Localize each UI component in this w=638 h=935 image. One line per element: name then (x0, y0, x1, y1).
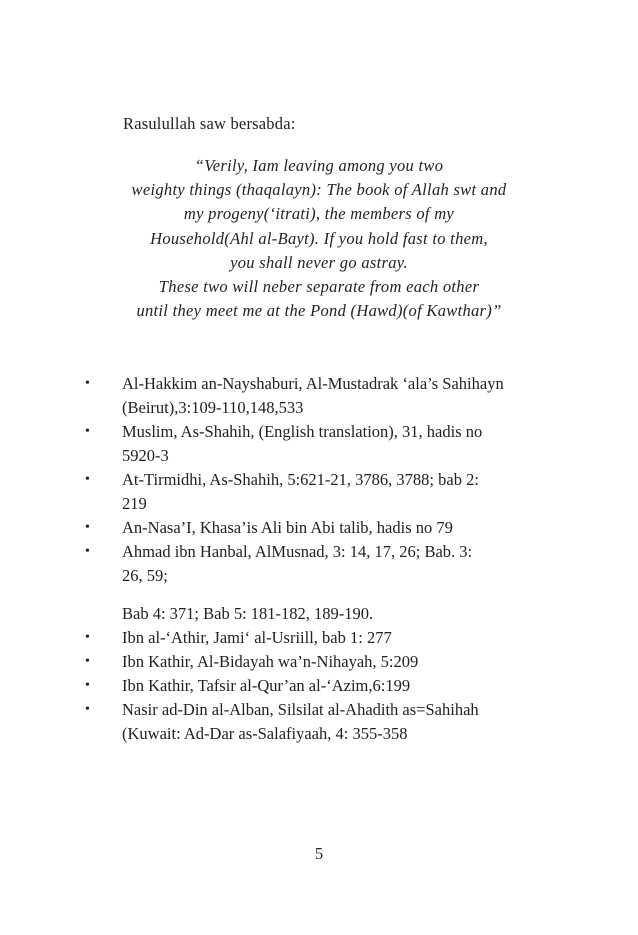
page-number: 5 (314, 844, 324, 863)
quote-line: my progeny(‘itrati), the members of my (183, 204, 455, 224)
reference-text: Muslim, As-Shahih, (English translation), 31, hadis no (122, 422, 483, 441)
reference-text: Ibn al-‘Athir, Jami‘ al-Usriill, bab 1: 277 (122, 628, 392, 647)
reference-text: Ibn Kathir, Tafsir al-Qur’an al-‘Azim,6:199 (122, 676, 411, 695)
bullet-icon: • (85, 678, 90, 693)
bullet-icon: • (85, 472, 90, 487)
reference-text: Nasir ad-Din al-Alban, Silsilat al-Ahadith as=Sahihah (122, 700, 479, 719)
list-item (84, 420, 564, 468)
reference-text: Ahmad ibn Hanbal, AlMusnad, 3: 14, 17, 26; Bab. 3: (122, 542, 473, 561)
reference-text: At-Tirmidhi, As-Shahih, 5:621-21, 3786, 3788; bab 2: (122, 470, 479, 489)
reference-text: (Beirut),3:109-110,148,533 (122, 398, 304, 417)
bullet-icon: • (85, 424, 90, 439)
list-item (84, 650, 564, 674)
hadith-quote (90, 154, 548, 323)
list-item (84, 698, 564, 746)
bullet-icon: • (85, 702, 90, 717)
list-item (84, 468, 564, 516)
reference-text: 5920-3 (122, 446, 169, 465)
quote-line: until they meet me at the Pond (Hawd)(of Kawthar)” (136, 301, 502, 321)
reference-continuation: Bab 4: 371; Bab 5: 181-182, 189-190. (122, 604, 374, 623)
quote-line: Household(Ahl al-Bayt). If you hold fast to them, (150, 228, 488, 248)
bullet-icon: • (85, 520, 90, 535)
reference-text: Al-Hakkim an-Nayshaburi, Al-Mustadrak ‘ala’s Sahihayn (122, 374, 504, 393)
reference-text: 26, 59; (122, 566, 168, 585)
list-item (84, 372, 564, 420)
reference-list (84, 372, 564, 746)
quote-line: “Verily, Iam leaving among you two (194, 156, 444, 175)
list-item (84, 540, 564, 588)
list-item (84, 626, 564, 650)
bullet-icon: • (85, 376, 90, 391)
quote-line: weighty things (thaqalayn): The book of Allah swt and (131, 180, 507, 200)
list-item (84, 516, 564, 540)
intro-text: Rasulullah saw bersabda: (123, 114, 296, 133)
reference-text: (Kuwait: Ad-Dar as-Salafiyaah, 4: 355-358 (122, 724, 408, 743)
reference-text: Ibn Kathir, Al-Bidayah wa’n-Nihayah, 5:209 (122, 652, 419, 671)
reference-text: An-Nasa’I, Khasa’is Ali bin Abi talib, hadis no 79 (122, 518, 453, 537)
list-item (84, 674, 564, 698)
quote-line: These two will neber separate from each other (158, 277, 480, 297)
bullet-icon: • (85, 630, 90, 645)
reference-text: 219 (122, 494, 147, 513)
quote-line: you shall never go astray. (230, 252, 408, 272)
bullet-icon: • (85, 654, 90, 669)
bullet-icon: • (85, 544, 90, 559)
